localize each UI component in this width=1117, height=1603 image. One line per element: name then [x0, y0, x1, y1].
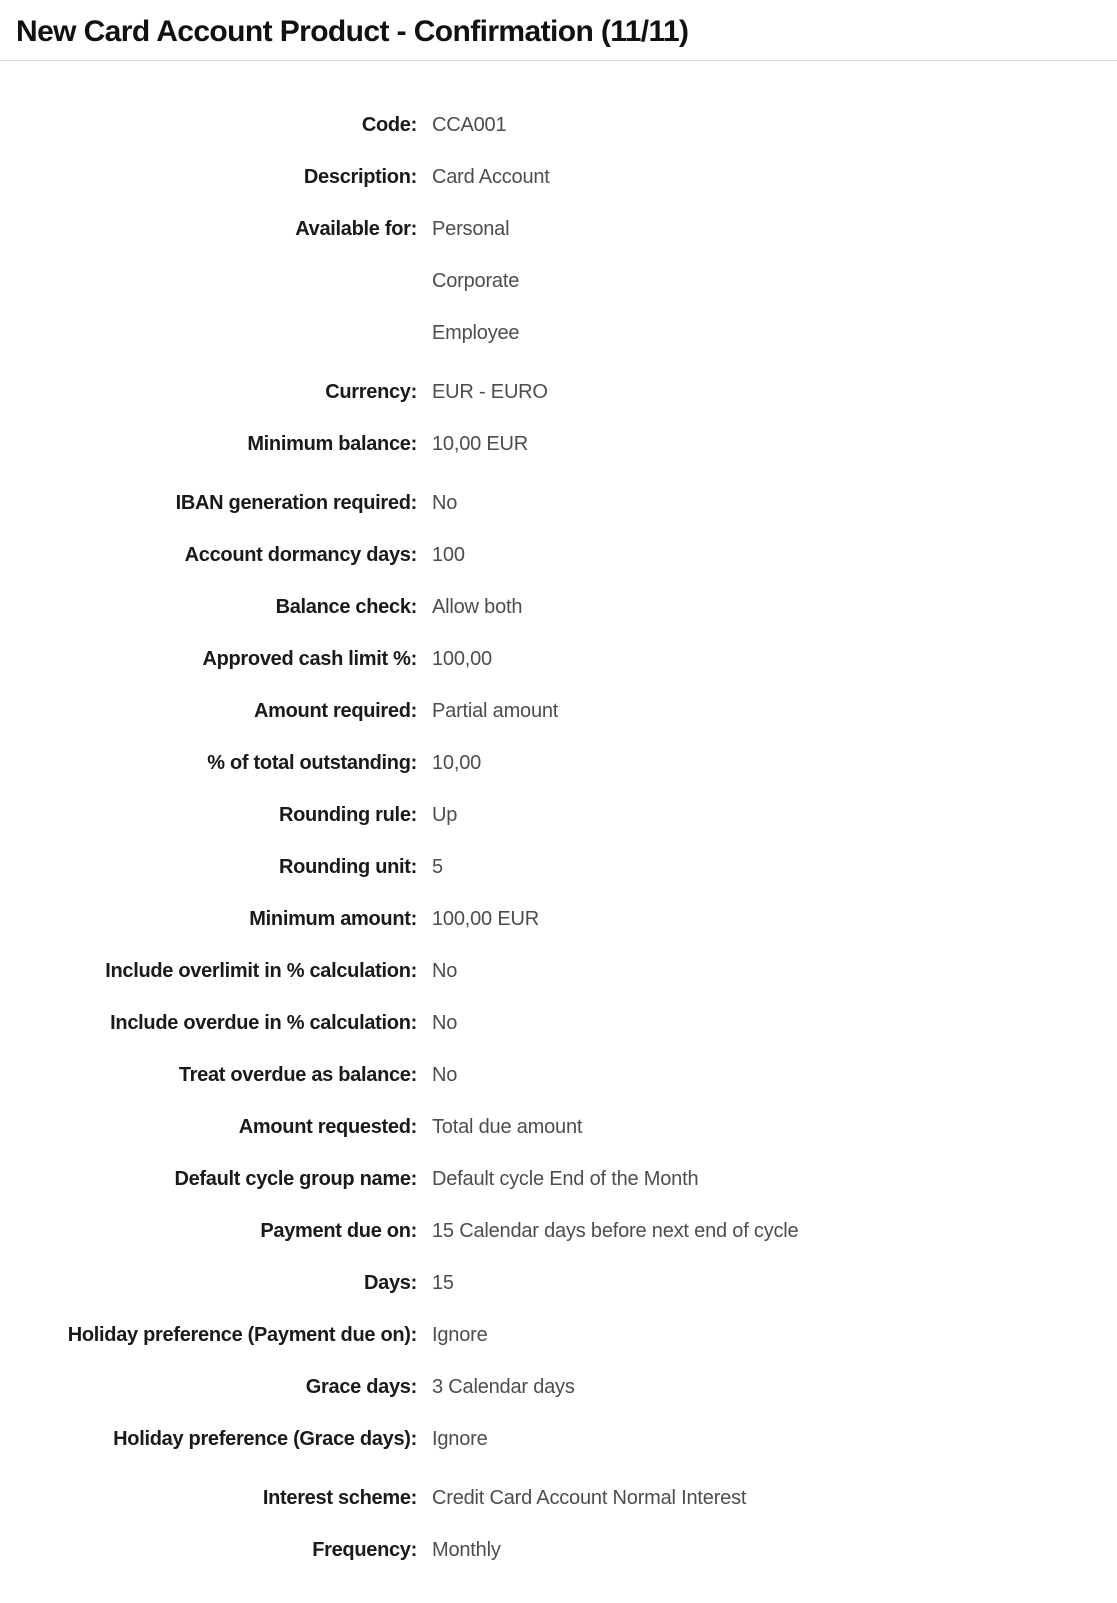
- form-row: [0, 151, 1117, 203]
- field-value-group: [432, 366, 1117, 418]
- field-label: Rounding rule:: [279, 804, 417, 826]
- field-label: % of total outstanding:: [207, 752, 417, 774]
- field-value: Personal: [432, 218, 510, 240]
- field-value: Credit Card Account Normal Interest: [432, 1487, 747, 1509]
- field-value: Corporate: [432, 270, 520, 292]
- field-value: Employee: [432, 322, 520, 344]
- field-label: Days:: [364, 1272, 417, 1294]
- field-label: Interest scheme:: [262, 1487, 417, 1509]
- field-value-group: [432, 633, 1117, 685]
- field-value: 10,00: [432, 752, 482, 774]
- form-row: [0, 1472, 1117, 1524]
- field-value: Allow both: [432, 596, 523, 618]
- field-value-group: [432, 1524, 1117, 1576]
- field-value-group: [432, 1413, 1117, 1465]
- field-label: Holiday preference (Payment due on):: [67, 1324, 417, 1346]
- form-row: [0, 581, 1117, 633]
- form-row: [0, 203, 1117, 359]
- field-label: Code:: [361, 114, 417, 136]
- field-value: 3 Calendar days: [432, 1376, 575, 1398]
- field-value-group: [432, 1361, 1117, 1413]
- form-row: [0, 893, 1117, 945]
- field-value-group: [432, 945, 1117, 997]
- field-value-group: [432, 685, 1117, 737]
- field-label: Account dormancy days:: [184, 544, 417, 566]
- field-value-group: [432, 477, 1117, 529]
- field-label: Currency:: [325, 381, 417, 403]
- field-value: Ignore: [432, 1324, 488, 1346]
- form-row: [0, 633, 1117, 685]
- field-value-group: [432, 1309, 1117, 1361]
- field-value: Partial amount: [432, 700, 559, 722]
- field-label: Amount required:: [254, 700, 417, 722]
- field-label: Treat overdue as balance:: [178, 1064, 417, 1086]
- field-value-group: [432, 203, 1117, 359]
- field-label: Payment due on:: [260, 1220, 417, 1242]
- field-value: 100,00 EUR: [432, 908, 539, 930]
- form-row: [0, 477, 1117, 529]
- form-rows: [0, 61, 1117, 1600]
- field-value: CCA001: [432, 114, 507, 136]
- field-label: Grace days:: [305, 1376, 417, 1398]
- field-value-group: [432, 581, 1117, 633]
- field-value-group: [432, 841, 1117, 893]
- field-value-group: [432, 151, 1117, 203]
- field-value: Total due amount: [432, 1116, 583, 1138]
- form-row: [0, 1205, 1117, 1257]
- form-row: [0, 997, 1117, 1049]
- field-label: Minimum amount:: [249, 908, 417, 930]
- field-value-group: [432, 789, 1117, 841]
- field-value-group: [432, 1257, 1117, 1309]
- field-label: Frequency:: [312, 1539, 417, 1561]
- field-label: Available for:: [295, 218, 417, 240]
- form-row: [0, 1153, 1117, 1205]
- field-value: Ignore: [432, 1428, 488, 1450]
- field-value-group: [432, 1049, 1117, 1101]
- field-value-group: [432, 737, 1117, 789]
- field-value-group: [432, 1153, 1117, 1205]
- field-value: No: [432, 1012, 458, 1034]
- form-row: [0, 789, 1117, 841]
- field-value-group: [432, 99, 1117, 151]
- field-value: 10,00 EUR: [432, 433, 529, 455]
- form-row: [0, 1413, 1117, 1465]
- field-value-group: [432, 1472, 1117, 1524]
- field-label: Holiday preference (Grace days):: [113, 1428, 417, 1450]
- field-label: IBAN generation required:: [175, 492, 417, 514]
- form-row: [0, 685, 1117, 737]
- form-row: [0, 1257, 1117, 1309]
- form-row: [0, 945, 1117, 997]
- field-value-group: [432, 529, 1117, 581]
- form-row: [0, 841, 1117, 893]
- field-value: Monthly: [432, 1539, 501, 1561]
- form-row: [0, 418, 1117, 470]
- field-label: Minimum balance:: [247, 433, 417, 455]
- page-header: [0, 0, 1117, 61]
- field-value-group: [432, 997, 1117, 1049]
- form-row: [0, 737, 1117, 789]
- form-row: [0, 1524, 1117, 1576]
- form-row: [0, 1361, 1117, 1413]
- field-value: 100: [432, 544, 465, 566]
- field-label: Include overdue in % calculation:: [110, 1012, 417, 1034]
- field-label: Rounding unit:: [279, 856, 417, 878]
- confirmation-form: [0, 61, 1117, 1600]
- field-value: 100,00: [432, 648, 492, 670]
- field-value-group: [432, 893, 1117, 945]
- form-row: [0, 529, 1117, 581]
- field-label: Balance check:: [275, 596, 417, 618]
- field-value: 5: [432, 856, 443, 878]
- field-label: Description:: [303, 166, 417, 188]
- field-value: Default cycle End of the Month: [432, 1168, 699, 1190]
- form-row: [0, 1309, 1117, 1361]
- field-label: Amount requested:: [238, 1116, 417, 1138]
- field-value: 15 Calendar days before next end of cycle: [432, 1220, 799, 1242]
- form-row: [0, 99, 1117, 151]
- form-row: [0, 1049, 1117, 1101]
- form-row: [0, 1101, 1117, 1153]
- page-title: New Card Account Product - Confirmation (11/11): [16, 15, 689, 48]
- field-label: Approved cash limit %:: [202, 648, 417, 670]
- form-row: [0, 366, 1117, 418]
- field-value: No: [432, 492, 458, 514]
- field-value: No: [432, 960, 458, 982]
- field-value: Up: [432, 804, 458, 826]
- field-value: EUR - EURO: [432, 381, 548, 403]
- field-label: Default cycle group name:: [174, 1168, 417, 1190]
- field-value-group: [432, 418, 1117, 470]
- field-label: Include overlimit in % calculation:: [105, 960, 417, 982]
- field-value: Card Account: [432, 166, 550, 188]
- field-value: 15: [432, 1272, 454, 1294]
- field-value: No: [432, 1064, 458, 1086]
- field-value-group: [432, 1205, 1117, 1257]
- field-value-group: [432, 1101, 1117, 1153]
